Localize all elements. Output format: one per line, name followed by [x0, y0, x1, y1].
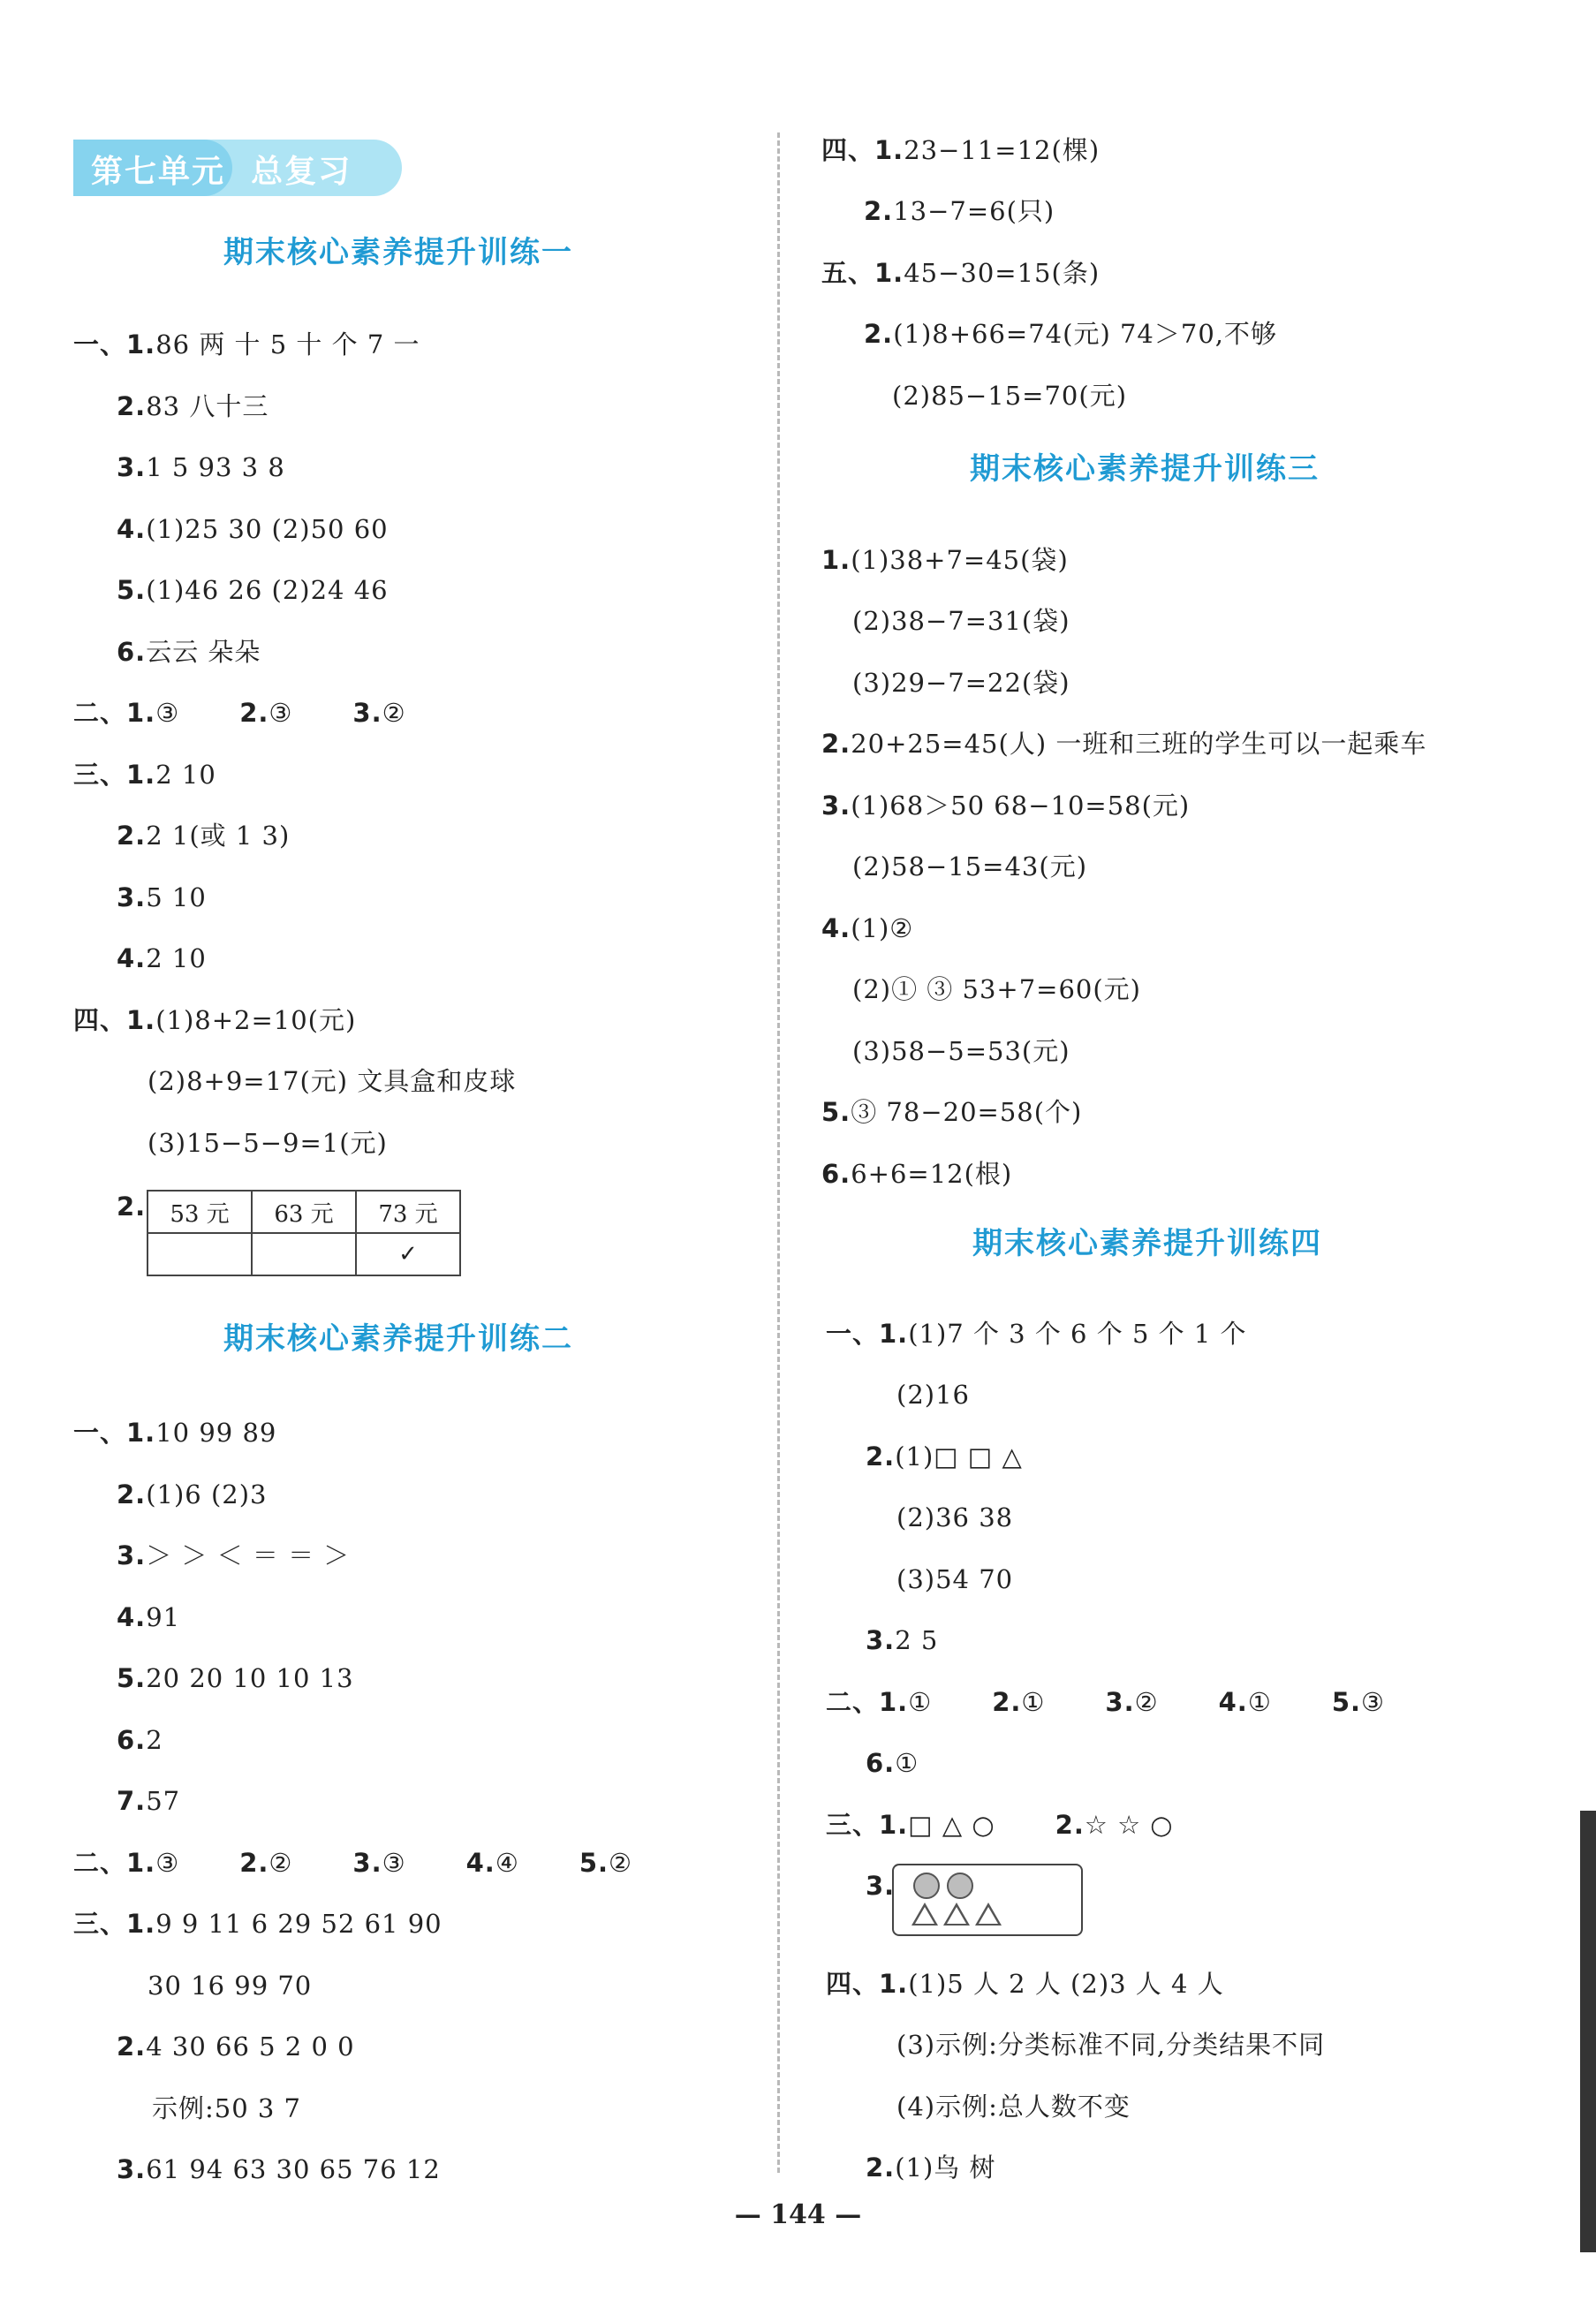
answer-line: 4.(1)25 30 (2)50 60 — [117, 514, 389, 544]
answer-line: 一、1.(1)7 个 3 个 6 个 5 个 1 个 — [826, 1319, 1247, 1349]
scan-edge-shadow — [1580, 1811, 1596, 2252]
column-divider — [777, 132, 780, 2173]
answer-line: 6.6+6=12(根) — [821, 1159, 1013, 1189]
unit-banner — [73, 140, 402, 196]
answer-line: (4)示例:总人数不变 — [896, 2092, 1131, 2122]
answer-line: 2.(1)6 (2)3 — [117, 1479, 268, 1509]
answer-line: 2.83 八十三 — [117, 391, 269, 421]
answer-line: 4.(1)② — [821, 913, 914, 943]
answer-line: 三、1.□ △ ○ 2.☆ ☆ ○ — [826, 1810, 1174, 1840]
answer-line: 5.(1)46 26 (2)24 46 — [117, 575, 389, 605]
answer-line: 2.(1)8+66=74(元) 74＞70,不够 — [864, 319, 1278, 349]
answer-line: 3.2 5 — [866, 1625, 939, 1655]
answer-line: 3.(1)68＞50 68−10=58(元) — [821, 791, 1191, 821]
triangle-shape — [911, 1903, 938, 1925]
answer-line: 四、1.23−11=12(棵) — [821, 135, 1101, 165]
answer-line: 5.③ 78−20=58(个) — [821, 1097, 1083, 1127]
table-cell — [252, 1233, 356, 1275]
answer-line: 7.57 — [117, 1786, 181, 1816]
answer-line: 6.云云 朵朵 — [117, 637, 261, 667]
answer-line: (2)16 — [896, 1380, 970, 1410]
section-title-1: 期末核心素养提升训练一 — [223, 235, 573, 270]
answer-line: 5.20 20 10 10 13 — [117, 1663, 354, 1693]
table-cell: 73 元 — [356, 1191, 460, 1233]
section-title-3: 期末核心素养提升训练三 — [970, 451, 1320, 487]
answer-line: 3.61 94 63 30 65 76 12 — [117, 2154, 441, 2184]
answer-line: (3)29−7=22(袋) — [852, 668, 1070, 698]
page-number: — 144 — — [734, 2199, 862, 2230]
answer-line: 二、1.③ 2.② 3.③ 4.④ 5.② — [73, 1848, 633, 1878]
answer-line: (2)36 38 — [896, 1502, 1014, 1532]
answer-line: (3)示例:分类标准不同,分类结果不同 — [896, 2030, 1326, 2060]
answer-line: (2)① ③ 53+7=60(元) — [852, 974, 1141, 1004]
answer-line: 4.2 10 — [117, 943, 207, 973]
section-title-4: 期末核心素养提升训练四 — [972, 1226, 1322, 1261]
answer-line: 3.＞ ＞ ＜ ＝ ＝ ＞ — [117, 1540, 351, 1570]
price-table — [147, 1190, 461, 1276]
answer-line: 四、1.(1)5 人 2 人 (2)3 人 4 人 — [826, 1969, 1224, 1999]
answer-line: 3.5 10 — [117, 882, 207, 912]
answer-line: 二、1.③ 2.③ 3.② — [73, 698, 406, 728]
check-mark: ✓ — [356, 1233, 460, 1275]
answer-line: 三、1.9 9 11 6 29 52 61 90 — [73, 1909, 442, 1939]
answer-line: 2. — [117, 1192, 147, 1222]
answer-line: 五、1.45−30=15(条) — [821, 258, 1101, 288]
circle-shape — [947, 1873, 973, 1899]
answer-line: 3.1 5 93 3 8 — [117, 452, 285, 482]
answer-line: (2)85−15=70(元) — [892, 381, 1128, 411]
answer-line: (2)38−7=31(袋) — [852, 606, 1070, 636]
answer-line: (3)58−5=53(元) — [852, 1036, 1070, 1066]
answer-line: 6.2 — [117, 1725, 163, 1755]
answer-line: (3)54 70 — [896, 1564, 1014, 1594]
answer-line: (2)8+9=17(元) 文具盒和皮球 — [147, 1066, 517, 1096]
unit-title: 第七单元 总复习 — [91, 154, 352, 190]
answer-line: 2.2 1(或 1 3) — [117, 821, 291, 851]
answer-line: 1.(1)38+7=45(袋) — [821, 545, 1069, 575]
answer-line: 6.① — [866, 1748, 919, 1778]
answer-line: 三、1.2 10 — [73, 760, 216, 790]
answer-line: (2)58−15=43(元) — [852, 851, 1088, 881]
answer-line: (3)15−5−9=1(元) — [147, 1128, 388, 1158]
sorting-box — [892, 1864, 1083, 1936]
answer-line: 二、1.① 2.① 3.② 4.① 5.③ — [826, 1687, 1386, 1717]
triangle-shape — [943, 1903, 970, 1925]
answer-line: 2.(1)□ □ △ — [866, 1441, 1023, 1472]
answer-line: 30 16 99 70 — [147, 1971, 313, 2001]
answer-line: 一、1.10 99 89 — [73, 1418, 277, 1448]
answer-line: 四、1.(1)8+2=10(元) — [73, 1005, 357, 1035]
section-title-2: 期末核心素养提升训练二 — [223, 1321, 573, 1357]
answer-line: 一、1.86 两 十 5 十 个 7 一 — [73, 329, 420, 359]
triangle-shape — [975, 1903, 1002, 1925]
answer-line: 2.13−7=6(只) — [864, 196, 1055, 226]
circle-shape — [913, 1873, 940, 1899]
answer-line: 2.20+25=45(人) 一班和三班的学生可以一起乘车 — [821, 729, 1427, 759]
answer-line: 4.91 — [117, 1602, 181, 1632]
answer-line: 3. — [866, 1871, 896, 1901]
table-cell: 63 元 — [252, 1191, 356, 1233]
answer-line: 2.4 30 66 5 2 0 0 — [117, 2031, 355, 2062]
table-cell — [147, 1233, 252, 1275]
table-cell: 53 元 — [147, 1191, 252, 1233]
answer-line: 示例:50 3 7 — [152, 2093, 302, 2123]
answer-line: 2.(1)鸟 树 — [866, 2152, 996, 2183]
